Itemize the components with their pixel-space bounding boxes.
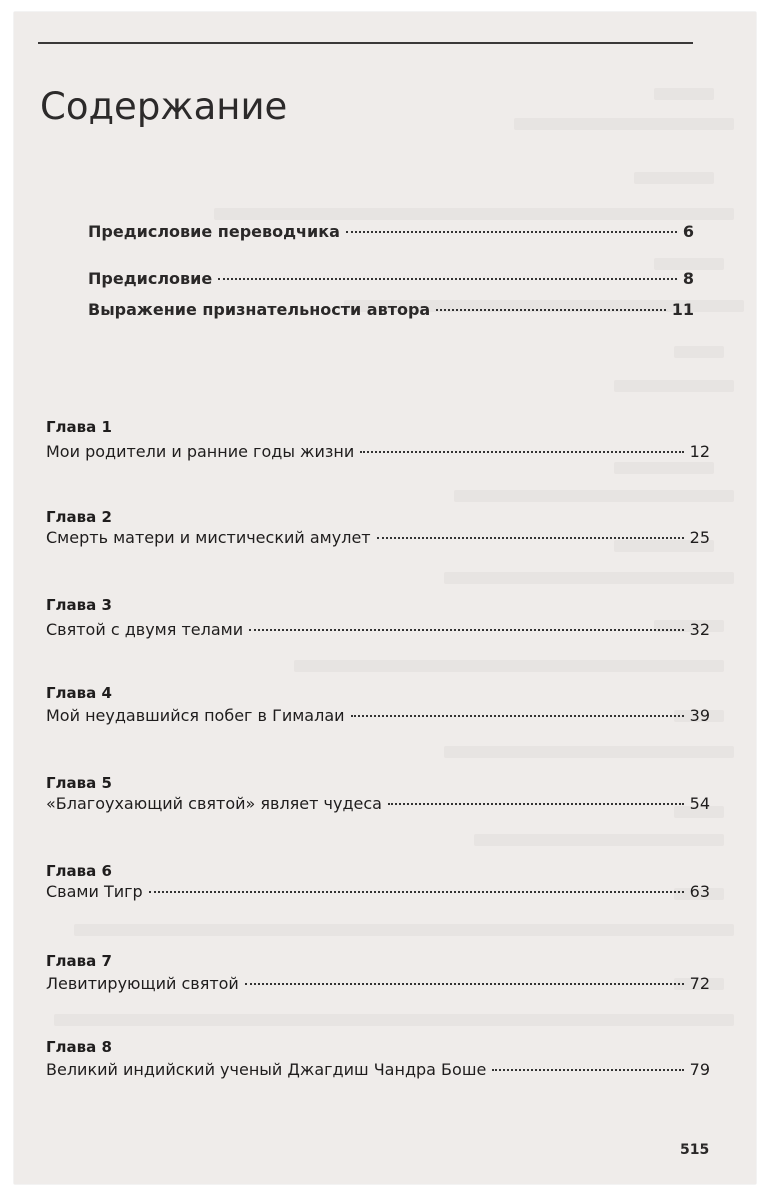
page-number: 515 [680,1142,710,1158]
toc-entry-chapter-4[interactable] [46,706,710,730]
toc-entry-translator-preface[interactable] [88,222,694,246]
chapter-heading-8: Глава 8 [46,1038,112,1056]
show-through-text [14,12,756,1184]
dot-leader [492,1069,683,1071]
dot-leader [351,715,684,717]
toc-entry-label: Предисловие переводчика [88,222,340,241]
dot-leader [377,537,684,539]
toc-entry-acknowledgements[interactable] [88,300,694,324]
toc-entry-preface[interactable] [88,269,694,293]
toc-entry-page: 11 [671,300,694,319]
toc-entry-page: 25 [689,528,710,547]
toc-entry-page: 54 [689,794,710,813]
toc-entry-label: Святой с двумя телами [46,620,244,639]
toc-entry-label: Выражение признательности автора [88,300,431,319]
toc-entry-page: 72 [689,974,710,993]
toc-entry-label: Мой неудавшийся побег в Гималаи [46,706,345,725]
header-rule [38,42,693,44]
chapter-heading-3: Глава 3 [46,596,112,614]
toc-entry-label: Левитирующий святой [46,974,239,993]
toc-entry-label: Предисловие [88,269,213,288]
toc-entry-label: «Благоухающий святой» являет чудеса [46,794,382,813]
toc-entry-chapter-3[interactable] [46,620,710,644]
toc-entry-page: 79 [689,1060,710,1079]
chapter-heading-2: Глава 2 [46,508,112,526]
toc-entry-label: Мои родители и ранние годы жизни [46,442,355,461]
toc-entry-chapter-2[interactable] [46,528,710,552]
dot-leader [149,891,684,893]
toc-entry-page: 63 [689,882,710,901]
toc-entry-page: 6 [682,222,694,241]
toc-entry-label: Смерть матери и мистический амулет [46,528,371,547]
dot-leader [346,231,677,233]
toc-entry-page: 8 [682,269,694,288]
toc-entry-page: 12 [689,442,710,461]
chapter-heading-6: Глава 6 [46,862,112,880]
dot-leader [218,278,677,280]
toc-entry-chapter-5[interactable] [46,794,710,818]
toc-entry-chapter-1[interactable] [46,442,710,466]
toc-entry-page: 39 [689,706,710,725]
dot-leader [360,451,683,453]
chapter-heading-4: Глава 4 [46,684,112,702]
toc-entry-label: Великий индийский ученый Джагдиш Чандра Боше [46,1060,487,1079]
chapter-heading-5: Глава 5 [46,774,112,792]
dot-leader [249,629,684,631]
dot-leader [436,309,666,311]
toc-entry-label: Свами Тигр [46,882,143,901]
dot-leader [388,803,684,805]
toc-entry-chapter-7[interactable] [46,974,710,998]
toc-entry-chapter-8[interactable] [46,1060,710,1084]
chapter-heading-1: Глава 1 [46,418,112,436]
toc-entry-page: 32 [689,620,710,639]
book-page [14,12,756,1184]
toc-entry-chapter-6[interactable] [46,882,710,906]
page-title: Содержание [40,85,288,128]
chapter-heading-7: Глава 7 [46,952,112,970]
dot-leader [245,983,684,985]
